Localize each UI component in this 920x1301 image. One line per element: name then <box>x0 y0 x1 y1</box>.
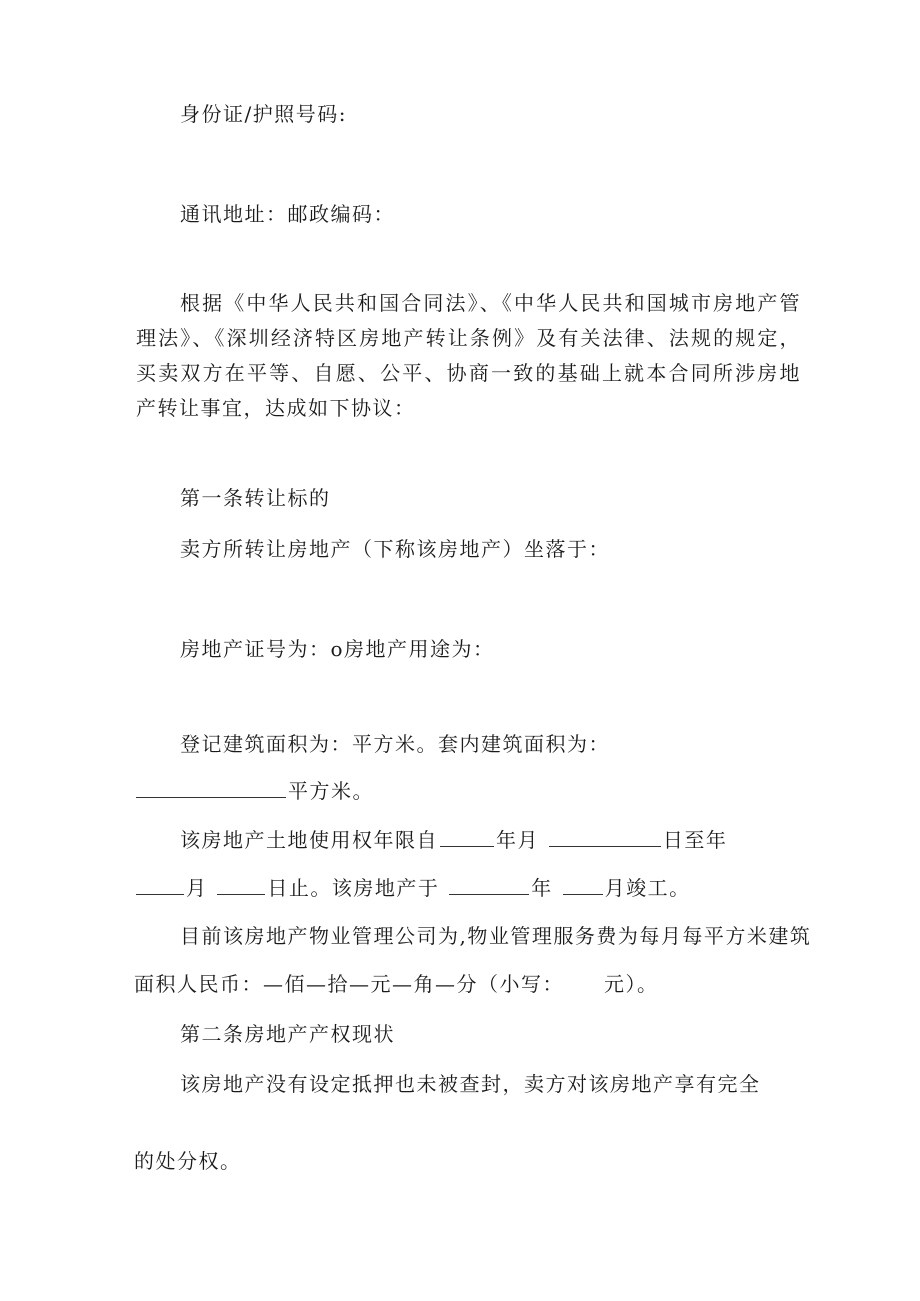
land-use-text-d: 月 <box>186 876 208 900</box>
blank-field <box>217 876 265 895</box>
rights-line-2: 的处分权。 <box>134 1149 242 1173</box>
area-line-2 <box>134 777 374 805</box>
land-use-text-a: 该房地产土地使用权年限自 <box>180 828 438 852</box>
blank-field <box>136 779 286 798</box>
certificate-line: 房地产证号为：o房地产用途为： <box>180 637 495 661</box>
basis-paragraph <box>136 286 801 426</box>
property-mgmt-line-1: 目前该房地产物业管理公司为,物业管理服务费为每月每平方米建筑 <box>180 924 812 948</box>
property-mgmt-text-c: 元）。 <box>604 972 659 996</box>
land-use-text-e: 日止。该房地产于 <box>267 876 440 900</box>
address-line: 通讯地址：邮政编码： <box>180 202 395 226</box>
area-line-1: 登记建筑面积为：平方米。套内建筑面积为： <box>180 732 610 756</box>
basis-paragraph-text: 根据《中华人民共和国合同法》、《中华人民共和国城市房地产管理法》、《深圳经济特区房地产转让条例》及有关法律、法规的规定，买卖双方在平等、自愿、公平、协商一致的基础上就本合同所涉房地产转让事宜，达成如下协议： <box>136 291 801 420</box>
blank-field <box>563 876 603 895</box>
location-line: 卖方所转让房地产（下称该房地产）坐落于： <box>180 537 610 561</box>
article-1-title: 第一条转让标的 <box>180 486 331 510</box>
blank-field <box>549 828 661 847</box>
id-number-line: 身份证/护照号码: <box>180 102 347 126</box>
land-use-text-b: 年月 <box>496 828 539 852</box>
blank-field <box>449 876 529 895</box>
blank-field <box>440 828 494 847</box>
land-use-line-2 <box>134 874 691 902</box>
land-use-text-f: 年 <box>531 876 553 900</box>
land-use-text-c: 日至年 <box>662 828 728 852</box>
blank-field <box>136 876 184 895</box>
property-mgmt-line-2 <box>134 970 659 998</box>
article-2-title: 第二条房地产产权现状 <box>180 1022 395 1046</box>
land-use-text-g: 月竣工。 <box>604 876 691 900</box>
property-mgmt-text-b: 面积人民币：—佰—拾—元—角—分（小写： <box>134 972 564 996</box>
land-use-line-1 <box>180 826 727 854</box>
area-suffix: 平方米。 <box>288 779 374 803</box>
rights-line-1: 该房地产没有设定抵押也未被查封，卖方对该房地产享有完全 <box>180 1072 761 1096</box>
